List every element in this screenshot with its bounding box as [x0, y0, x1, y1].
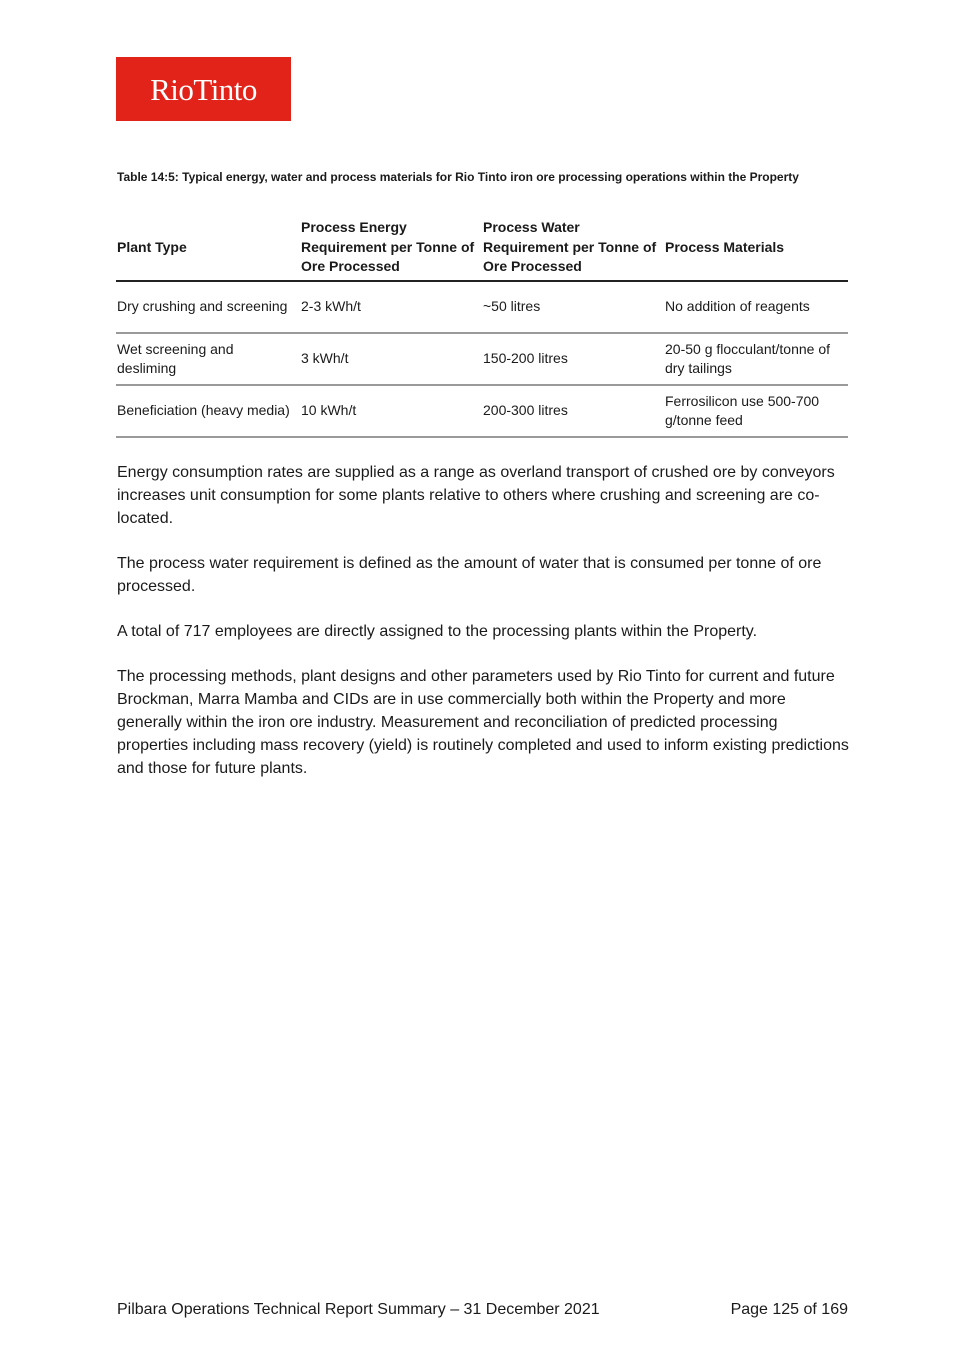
logo-text: RioTinto: [150, 71, 257, 107]
header-plant-type: Plant Type: [116, 217, 300, 281]
paragraph-water-requirement: The process water requirement is defined as the amount of water that is consumed per tonne of ore processed.: [117, 555, 822, 595]
cell-materials: No addition of reagents: [664, 281, 848, 333]
cell-energy: 10 kWh/t: [300, 385, 482, 437]
cell-plant-type: Beneficiation (heavy media): [116, 385, 300, 437]
paragraph-employees: A total of 717 employees are directly assigned to the processing plants within the Property.: [117, 623, 758, 640]
cell-energy: 3 kWh/t: [300, 333, 482, 385]
body-text: [117, 461, 852, 802]
cell-water: ~50 litres: [482, 281, 664, 333]
header-process-water: Process Water Requirement per Tonne of Ore Processed: [482, 217, 664, 281]
page-number: Page 125 of 169: [730, 1301, 848, 1318]
cell-water: 200-300 litres: [482, 385, 664, 437]
table-row: [116, 281, 848, 333]
page-footer: [117, 1299, 848, 1321]
paragraph-processing-methods: The processing methods, plant designs and other parameters used by Rio Tinto for current and future Brockman, Marra Mamba and CIDs are in use commercially both within the Property and more generally within the iron ore industry. Measurement and reconciliation of predicted processing properties including mass recovery (yield) is routinely completed and used to inform existing predictions and those for future plants.: [117, 668, 849, 777]
cell-plant-type: Wet screening and desliming: [116, 333, 300, 385]
table-row: [116, 385, 848, 437]
cell-materials: Ferrosilicon use 500-700 g/tonne feed: [664, 385, 848, 437]
footer-title: Pilbara Operations Technical Report Summary – 31 December 2021: [117, 1301, 600, 1318]
processing-materials-table: [116, 217, 848, 438]
cell-energy: 2-3 kWh/t: [300, 281, 482, 333]
table-header-row: [116, 217, 848, 281]
header-process-energy: Process Energy Requirement per Tonne of Ore Processed: [300, 217, 482, 281]
header-process-materials: Process Materials: [664, 217, 848, 281]
cell-materials: 20-50 g flocculant/tonne of dry tailings: [664, 333, 848, 385]
table-row: [116, 333, 848, 385]
table-caption: Table 14:5: Typical energy, water and process materials for Rio Tinto iron ore processing operations within the Property: [117, 170, 799, 184]
cell-plant-type: Dry crushing and screening: [116, 281, 300, 333]
paragraph-energy-consumption: Energy consumption rates are supplied as a range as overland transport of crushed ore by conveyors increases unit consumption for some plants relative to others where crushing and screening are co-located.: [117, 464, 835, 527]
cell-water: 150-200 litres: [482, 333, 664, 385]
rio-tinto-logo: [116, 57, 291, 121]
